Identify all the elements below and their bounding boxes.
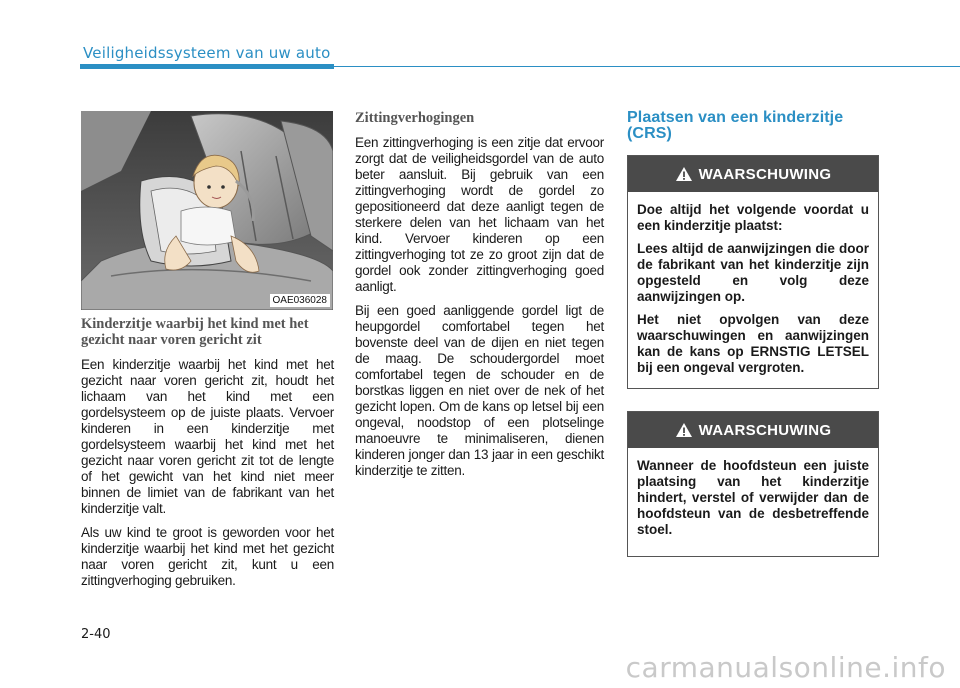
car-seat-child-image xyxy=(81,111,333,310)
warning-1-paragraph-1: Doe altijd het volgende voordat u een kinderzitje plaatst: xyxy=(637,202,869,233)
warning-label: WAARSCHUWING xyxy=(698,165,832,183)
header-rule xyxy=(334,66,960,67)
warning-header xyxy=(628,412,878,448)
warning-body xyxy=(628,192,878,388)
page-number: 2-40 xyxy=(81,627,111,642)
booster-paragraph-2: Bij een goed aanliggende gordel ligt de heupgordel comfortabel tegen het bovenste deel van de dijen en niet tegen de maag. De schoudergordel moet comfortabel tegen de schouder en de borstkas liggen en niet over de nek of het gezicht lopen. Om de kans op letsel bij een ongeval, noodstop of een plotselinge manoeuvre te minimaliseren, dienen kinderen jonger dan 13 jaar in een geschikt kinderzitje te zitten. xyxy=(355,303,604,478)
forward-facing-paragraph-1: Een kinderzitje waarbij het kind met het gezicht naar voren gericht zit, houdt het lichaam van het kind met een gordelsysteem op de juiste plaats. Vervoer kinderen in een kinderzitje met gordelsysteem waarbij het kind met het gezicht naar voren gericht zit tot de lengte of het gewicht van het kind niet meer binnen de limiet van de fabrikant van het kinderzitje valt. xyxy=(81,357,334,516)
booster-paragraph-1: Een zittingverhoging is een zitje dat ervoor zorgt dat de veiligheidsgordel van de auto beter aansluit. Bij gebruik van een zittingverhoging wordt de gordel zo gepositioneerd dat deze aanligt tegen de sterkere delen van het lichaam van het kind. Vervoer kinderen op een zittingverhoging tot ze zo groot zijn dat de gordel ook zonder zittingverhoging goed aanligt. xyxy=(355,135,604,294)
warning-body xyxy=(628,448,878,556)
forward-facing-heading: Kinderzitje waarbij het kind met het gezicht naar voren gericht zit xyxy=(81,316,309,348)
warning-1-paragraph-3: Het niet opvolgen van deze waarschuwingen en aanwijzingen kan de kans op ERNSTIG LETSEL bij een ongeval vergroten. xyxy=(637,312,869,375)
forward-facing-paragraph-2: Als uw kind te groot is geworden voor het kinderzitje waarbij het kind met het gezicht naar voren gericht zit, kunt u een zittingverhoging gebruiken. xyxy=(81,525,334,588)
warning-label: WAARSCHUWING xyxy=(698,421,832,439)
crs-section-heading: Plaatsen van een kinderzitje (CRS) xyxy=(627,109,844,142)
column-forward-facing xyxy=(81,316,334,597)
warning-2-paragraph-1: Wanneer de hoofdsteun een juiste plaatsing van het kinderzitje hindert, verstel of verwijder dan de hoofdsteun van de desbetreffende stoel. xyxy=(637,458,869,537)
child-seat-illustration xyxy=(81,111,333,310)
figure-code: OAE036028 xyxy=(270,294,331,307)
warning-1-paragraph-2: Lees altijd de aanwijzingen die door de fabrikant van het kinderzitje zijn opgesteld en volg deze aanwijzingen op. xyxy=(637,241,869,304)
warning-box-1 xyxy=(627,155,879,389)
warning-header xyxy=(628,156,878,192)
warning-triangle-icon xyxy=(675,166,693,182)
warning-triangle-icon xyxy=(675,422,693,438)
column-installing-crs xyxy=(627,110,879,142)
watermark-text: carmanualsonline.info xyxy=(625,651,946,684)
booster-heading: Zittingverhogingen xyxy=(355,110,475,126)
header-title: Veiligheidssysteem van uw auto xyxy=(83,44,331,62)
header-accent-bar xyxy=(80,64,334,69)
warning-box-2 xyxy=(627,411,879,557)
column-booster-seats xyxy=(355,110,604,487)
